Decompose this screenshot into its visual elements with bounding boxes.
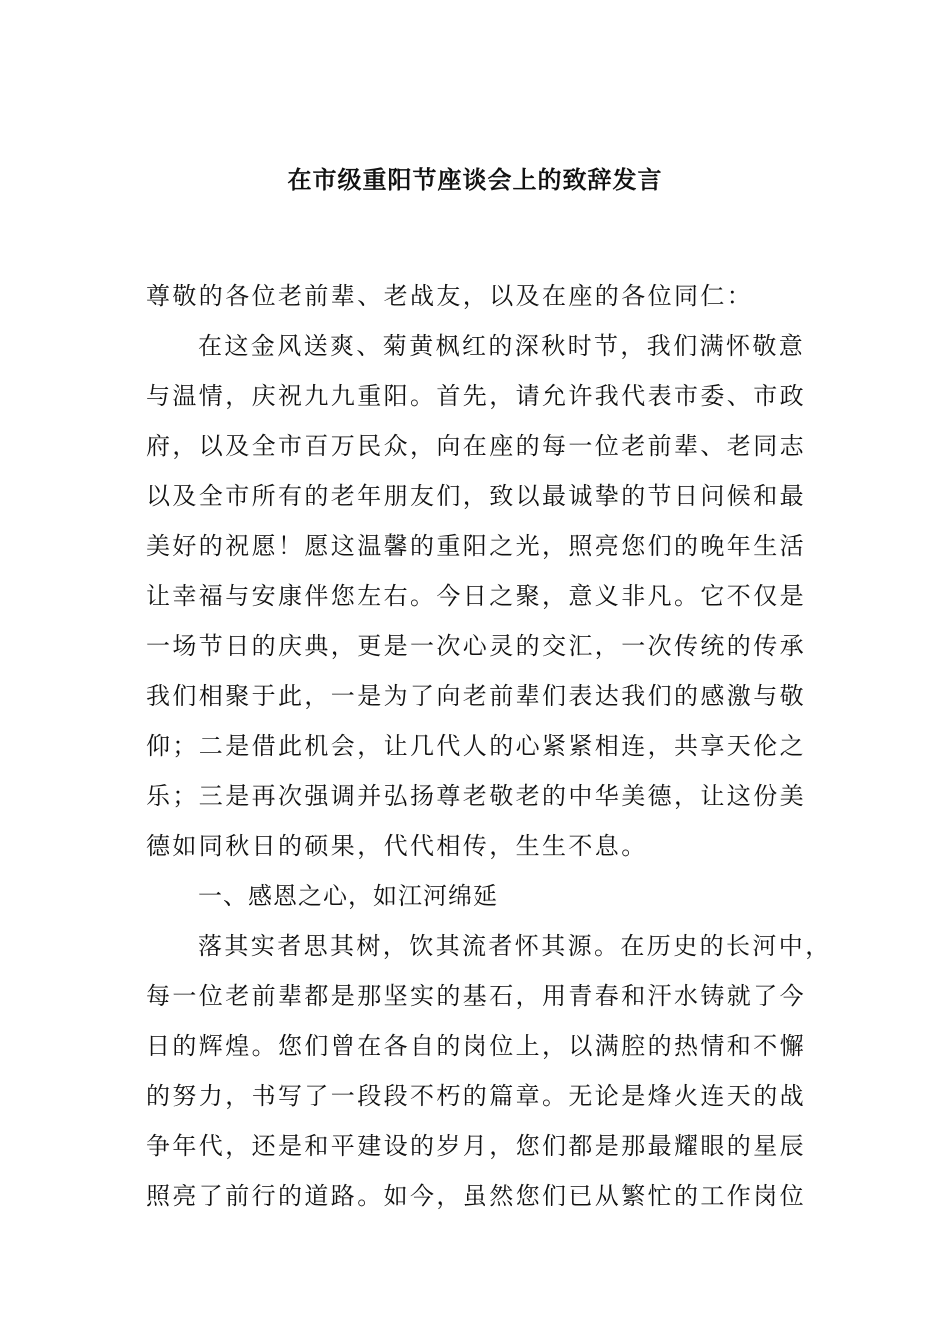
- paragraph-line: 与温情，庆祝九九重阳。首先，请允许我代表市委、市政: [146, 382, 806, 410]
- document-title: 在市级重阳节座谈会上的致辞发言: [287, 165, 663, 194]
- paragraph-line: 落其实者思其树，饮其流者怀其源。在历史的长河中，: [198, 932, 832, 960]
- paragraph-line: 以及全市所有的老年朋友们，致以最诚挚的节日问候和最: [146, 482, 806, 510]
- paragraph-line: 德如同秋日的硕果，代代相传，生生不息。: [146, 832, 648, 860]
- paragraph-line: 每一位老前辈都是那坚实的基石，用青春和汗水铸就了今: [146, 982, 806, 1010]
- paragraph-line: 府，以及全市百万民众，向在座的每一位老前辈、老同志: [146, 432, 806, 460]
- salutation-line: 尊敬的各位老前辈、老战友，以及在座的各位同仁：: [146, 282, 754, 310]
- paragraph-line: 争年代，还是和平建设的岁月，您们都是那最耀眼的星辰: [146, 1132, 806, 1160]
- section-heading: 一、感恩之心，如江河绵延: [198, 882, 498, 910]
- paragraph-line: 的努力，书写了一段段不朽的篇章。无论是烽火连天的战: [146, 1082, 806, 1110]
- paragraph-line: 在这金风送爽、菊黄枫红的深秋时节，我们满怀敬意: [198, 332, 806, 360]
- paragraph-line: 仰；二是借此机会，让几代人的心紧紧相连，共享天伦之: [146, 732, 806, 760]
- paragraph-line: 美好的祝愿！愿这温馨的重阳之光，照亮您们的晚年生活: [146, 532, 806, 560]
- paragraph-line: 照亮了前行的道路。如今，虽然您们已从繁忙的工作岗位: [146, 1182, 806, 1210]
- paragraph-line: 乐；三是再次强调并弘扬尊老敬老的中华美德，让这份美: [146, 782, 806, 810]
- paragraph-line: 一场节日的庆典，更是一次心灵的交汇，一次传统的传承: [146, 632, 806, 660]
- paragraph-line: 日的辉煌。您们曾在各自的岗位上，以满腔的热情和不懈: [146, 1032, 806, 1060]
- paragraph-line: 让幸福与安康伴您左右。今日之聚，意义非凡。它不仅是: [146, 582, 806, 610]
- paragraph-line: 我们相聚于此，一是为了向老前辈们表达我们的感激与敬: [146, 682, 806, 710]
